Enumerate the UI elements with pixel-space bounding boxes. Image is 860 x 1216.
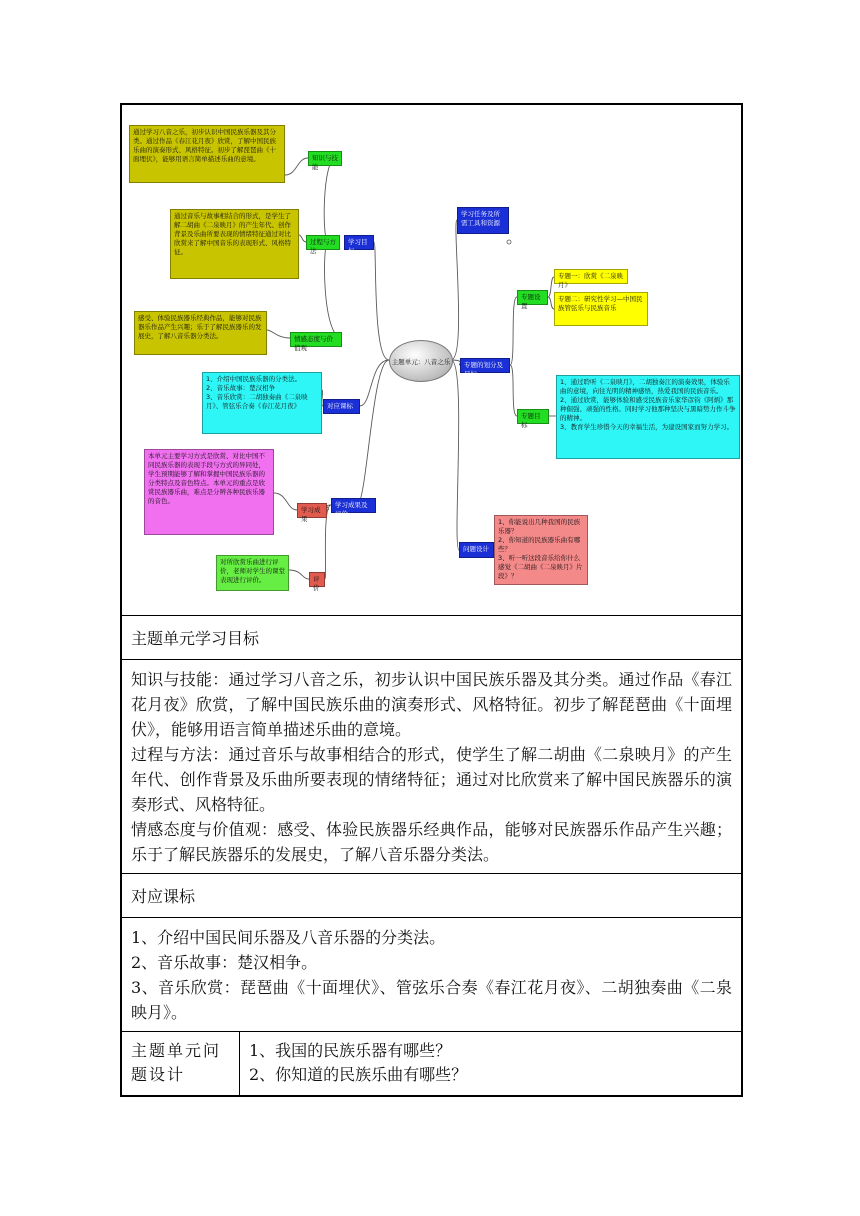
- mm-knowledge-label: 知识与技能: [308, 151, 342, 166]
- mm-standards-text: 1、介绍中国民族乐器的分类法。 2、音乐故事：楚汉相争 3、音乐欣赏：二胡独奏曲《二泉映月》、管弦乐合奏《春江花月夜》: [202, 372, 322, 434]
- mm-questions-label: 问题设计: [459, 542, 494, 558]
- question-design-list: [240, 1032, 741, 1095]
- mm-attitude-text: 感受、体验民族器乐经典作品，能够对民族器乐作品产生兴趣；乐于了解民族器乐的发展史，了解八音乐器分类法。: [134, 311, 267, 355]
- question-item: 1、我国的民族乐器有哪些？: [249, 1041, 452, 1060]
- mm-questions-text: 1、你能说出几种我国的民族乐器？ 2、你知道的民族器乐曲有哪些？ 3、听一听这段音乐给你什么感觉《二胡曲《二泉映月》片段》？: [494, 515, 588, 585]
- mm-learning-goals-label: 学习目标: [344, 235, 374, 250]
- goals-body: [122, 659, 741, 873]
- mm-topic-1: 专题一：欣赏《二泉映月》: [554, 269, 628, 284]
- mm-outcomes-label: 学习成果: [297, 503, 327, 518]
- mm-outcomes-text: 本单元主要学习方式是欣赏、对比中国不同民族乐器的表现手段与方式的异同处，学生预期能够了解和掌握中国民族乐器的分类特点及音色特点。本单元的重点是欣赏民族器乐曲，难点是分辨各种民族乐器的音色。: [144, 449, 274, 535]
- mm-outcomes-eval-label: 学习成果及评价: [331, 498, 376, 513]
- mm-center-node: 主题单元：八音之乐: [389, 340, 453, 382]
- mm-process-label: 过程与方法: [306, 235, 340, 250]
- mm-standards-label: 对应课标: [323, 399, 360, 414]
- standard-item: 2、音乐故事：楚汉相争。: [131, 953, 318, 972]
- goals-header: 主题单元学习目标: [122, 615, 741, 659]
- mm-topics-label: 专题的划分及目标: [460, 358, 510, 373]
- mind-map: [122, 105, 741, 615]
- standard-item: 3、音乐欣赏：琵琶曲《十面埋伏》、管弦乐合奏《春江花月夜》、二胡独奏曲《二泉映月》。: [131, 978, 732, 1022]
- standards-body: [122, 917, 741, 1031]
- standard-item: 1、介绍中国民间乐器及八音乐器的分类法。: [131, 928, 446, 947]
- mm-evaluation-label: 评价: [309, 572, 325, 587]
- goal-process: 过程与方法：通过音乐与故事相结合的形式，使学生了解二胡曲《二泉映月》的产生年代、创作背景及乐曲所要表现的情绪特征；通过对比欣赏来了解中国民族器乐的演奏形式、风格特征。: [131, 745, 732, 814]
- goal-attitude: 情感态度与价值观：感受、体验民族器乐经典作品，能够对民族器乐作品产生兴趣；乐于了解民族器乐的发展史，了解八音乐器分类法。: [131, 820, 732, 864]
- mm-process-text: 通过音乐与故事相结合的形式，是学生了解二胡曲《二泉映月》的产生年代、创作背景及乐曲所要表现的情绪特征通过对比欣赏来了解中国音乐的表现形式、风格特征。: [170, 209, 299, 279]
- mm-attitude-label: 情感态度与价值观: [290, 332, 342, 347]
- goal-knowledge: 知识与技能：通过学习八音之乐，初步认识中国民族乐器及其分类。通过作品《春江花月夜》欣赏，了解中国民族乐曲的演奏形式、风格特征。初步了解琵琶曲《十面埋伏》，能够用语言简单描述乐曲的意境。: [131, 670, 732, 739]
- mm-evaluation-text: 对所欣赏乐曲进行评价，老师对学生的课堂表现进行评价。: [216, 555, 289, 591]
- question-design-label: 主题单元问题设计: [122, 1032, 240, 1095]
- mm-knowledge-text: 通过学习八音之乐，初步认识中国民族乐器及其分类。通过作品《春江花月夜》欣赏，了解中国民族乐曲的演奏形式、风格特征。初步了解琵琶曲《十面埋伏》，能够用语言简单描述乐曲的意境。: [129, 125, 285, 183]
- question-design-row: [122, 1031, 741, 1095]
- mm-tasks-label: 学习任务及所需工具和资源: [457, 207, 509, 234]
- mm-topic-2: 专题二：研究性学习—中国民族管弦乐与民族音乐: [554, 292, 648, 326]
- mm-topic-setup-label: 专题设置: [517, 290, 548, 305]
- unit-plan-table: [120, 103, 743, 1097]
- standards-header: 对应课标: [122, 873, 741, 917]
- question-item: 2、你知道的民族乐曲有哪些？: [249, 1065, 468, 1084]
- mm-topic-goals-text: 1、通过聆听《二泉映月》，二胡独奏江的演奏效果，体验乐曲的意境，向往光明的精神感悟，热爱我国的民族音乐。 2、通过欣赏，能够体验和感受民族音乐家华彦钧《阿炳》那种倔强、顽强的性格。同时学习他那种坚决与黑暗势力作斗争的精神。 3、教育学生珍惜今天的幸福生活，为建设国家而努力学习。: [556, 375, 740, 459]
- mm-topic-goals-label: 专题目标: [517, 409, 549, 424]
